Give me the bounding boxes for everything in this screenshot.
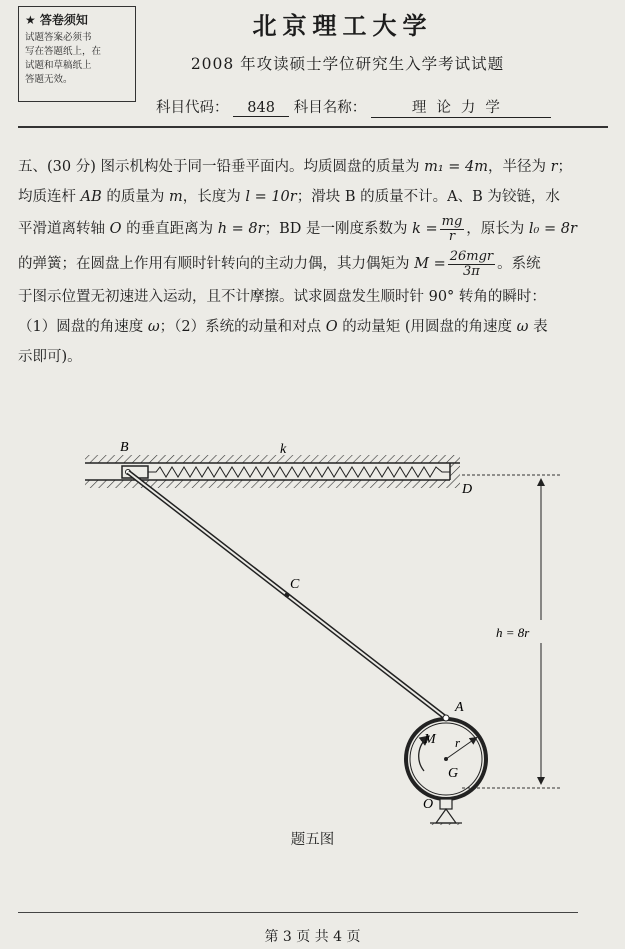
name-label: 科目名称：: [293, 100, 367, 116]
text: 均质连杆: [18, 189, 81, 205]
footer-rule: [18, 912, 578, 913]
text: ，半径为: [488, 159, 551, 175]
math: m: [168, 189, 183, 205]
label-k: k: [280, 442, 287, 457]
spring-bd: [148, 467, 450, 477]
label-r: r: [455, 735, 461, 750]
label-a: A: [455, 700, 464, 715]
label-g: G: [448, 766, 459, 781]
text: 表: [528, 319, 548, 335]
text: ；BD 是一刚度系数为: [264, 221, 413, 237]
text: 平滑道离转轴: [18, 221, 110, 237]
figure-caption: 题五图: [290, 832, 335, 848]
text: （1）圆盘的角速度: [18, 319, 148, 335]
notice-line: 写在答题纸上，在: [25, 46, 102, 57]
fraction-m: [448, 250, 495, 279]
label-o: O: [423, 797, 434, 812]
math: k =: [412, 221, 438, 237]
notice-line: 试题答案必须书: [25, 32, 92, 43]
problem-line: 示即可)。: [18, 349, 82, 365]
text: ，长度为: [182, 189, 246, 205]
problem-line: [18, 246, 610, 282]
label-c: C: [290, 577, 300, 592]
math: l₀ = 8r: [528, 221, 577, 237]
label-b: B: [120, 440, 129, 455]
math: m₁ = 4m: [424, 159, 488, 175]
problem-line: [18, 152, 610, 182]
notice-title: ★ 答卷须知: [25, 13, 88, 27]
pivot-support-o: [430, 799, 462, 825]
math: O: [109, 221, 122, 237]
code-label: 科目代码：: [156, 100, 229, 116]
math: l = 10r: [245, 189, 297, 205]
label-m: M: [424, 732, 436, 747]
numerator: 26mgr: [449, 248, 494, 264]
math: AB: [80, 189, 102, 205]
mechanism-diagram: [0, 425, 625, 825]
text: 的弹簧；在圆盘上作用有顺时针转向的主动力偶，其力偶矩为: [18, 256, 415, 272]
problem-line: [18, 312, 610, 342]
numerator: mg: [441, 213, 463, 229]
notice-line: 答题无效。: [25, 74, 73, 85]
problem-line: [18, 212, 610, 246]
label-h: h = 8r: [496, 625, 530, 640]
radius-line: [446, 738, 476, 759]
exam-title: 2008 年攻读硕士学位研究生入学考试试题: [190, 55, 505, 73]
notice-line: 试题和草稿纸上: [25, 60, 92, 71]
subject-name-value: 理论力学: [371, 96, 551, 118]
text: 五、(30 分) 图示机构处于同一铅垂平面内。均质圆盘的质量为: [18, 159, 425, 175]
text: 的动量矩 (用圆盘的角速度: [337, 319, 517, 335]
text: ；（2）系统的动量和对点: [159, 319, 326, 335]
university-name: 北京理工大学: [252, 11, 433, 40]
math: h = 8r: [217, 221, 265, 237]
math: ω: [147, 319, 160, 335]
math: M =: [414, 256, 446, 272]
center-c: [285, 593, 290, 598]
fraction-k: [440, 215, 465, 244]
page-number: 第 3 页 共 4 页: [264, 929, 361, 945]
text: ；滑块 B 的质量不计。A、B 为铰链，水: [296, 189, 560, 205]
text: 的垂直距离为: [121, 221, 218, 237]
subject-row: [156, 96, 551, 118]
denominator: 3π: [463, 263, 480, 279]
hinge-a: [443, 715, 449, 721]
denominator: r: [448, 228, 456, 244]
text: ；: [557, 159, 573, 175]
problem-text: [18, 152, 610, 372]
math: O: [325, 319, 338, 335]
code-value: 848: [233, 100, 289, 117]
problem-line: [18, 182, 610, 212]
header-rule: [18, 126, 608, 128]
label-d: D: [462, 482, 473, 497]
text: 。系统: [497, 256, 541, 272]
text: 的质量为: [101, 189, 169, 205]
text: ，原长为: [466, 221, 529, 237]
math: ω: [516, 319, 529, 335]
problem-line: 于图示位置无初速进入运动，且不计摩擦。试求圆盘发生顺时针 90° 转角的瞬时：: [18, 289, 546, 305]
math: r: [550, 159, 558, 175]
